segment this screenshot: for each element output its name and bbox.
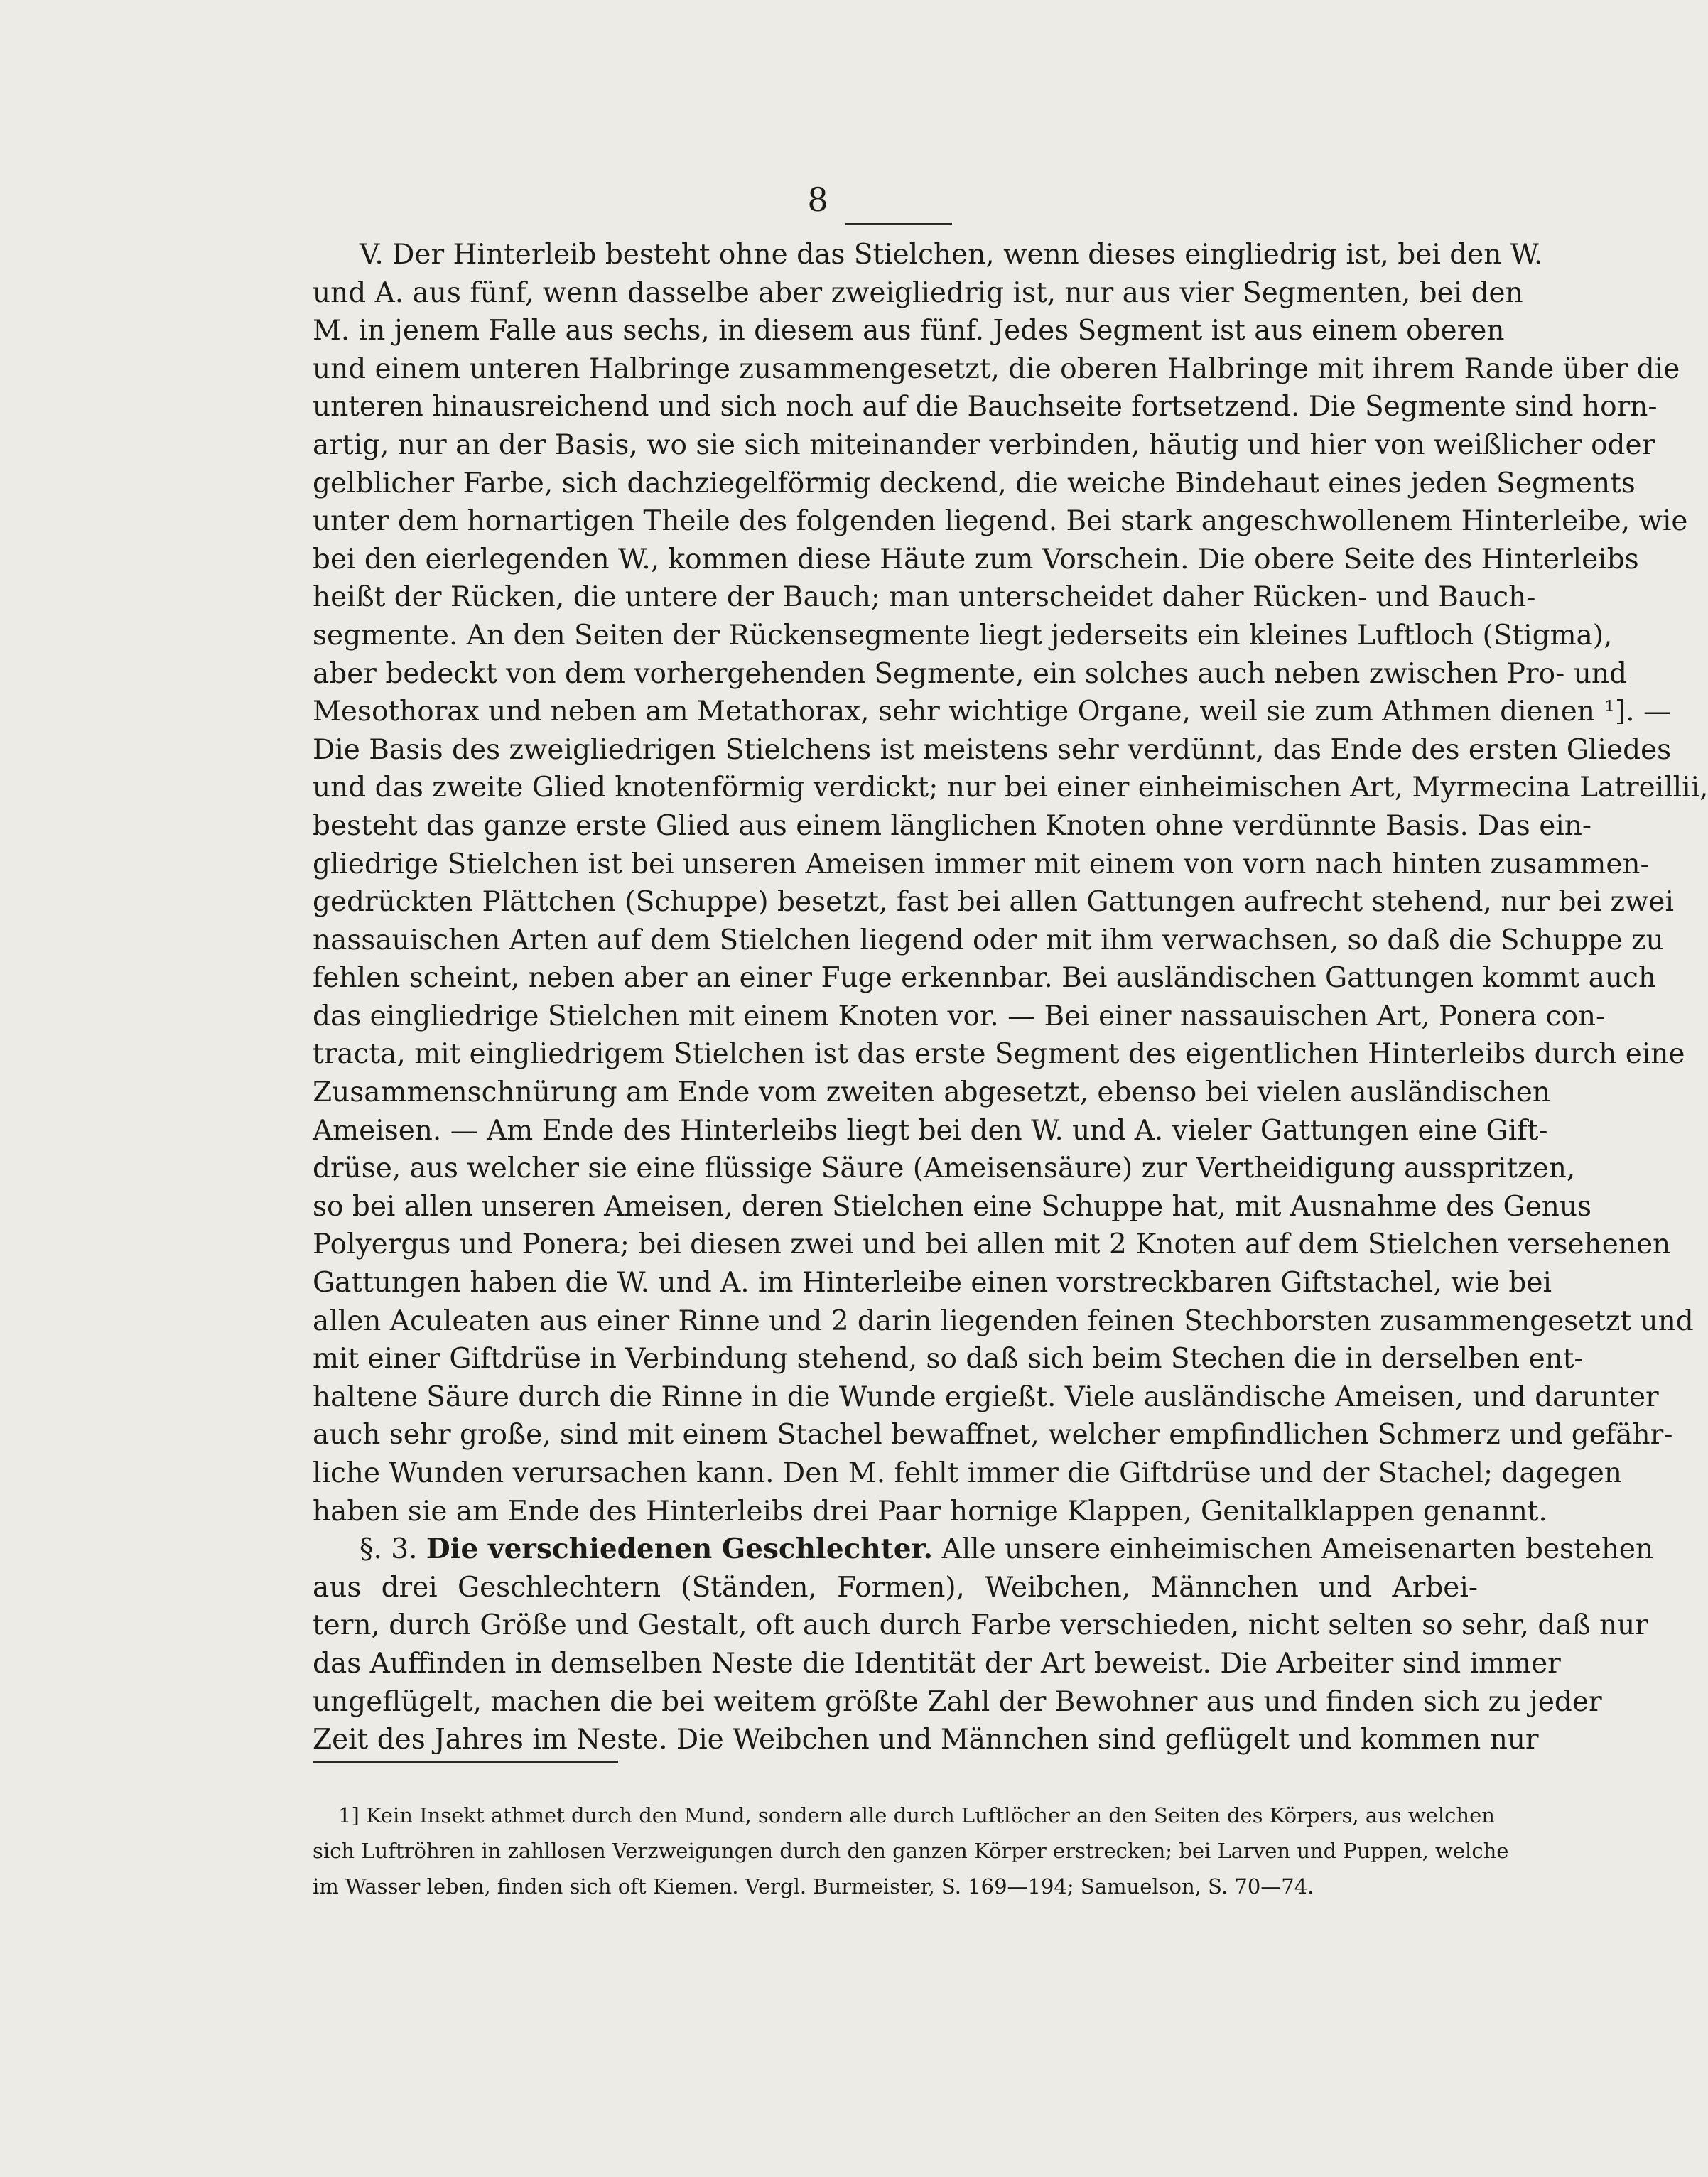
text-line: haben sie am Ende des Hinterleibs drei Paar hornige Klappen, Genitalklappen genannt. [313,1495,1547,1528]
header-rule [845,223,952,225]
text-line: aus drei Geschlechtern (Ständen, Formen), Weibchen, Männchen und Arbei- [313,1571,1478,1604]
text-line: Mesothorax und neben am Metathorax, sehr wichtige Organe, weil sie zum Athmen dienen ¹]. — [313,696,1671,728]
text-line: Die Basis des zweigliedrigen Stielchens ist meistens sehr verdünnt, das Ende des ersten Gliedes [313,733,1672,766]
text-line: und das zweite Glied knotenförmig verdickt; nur bei einer einheimischen Art, Myrmecina Latreillii, [313,772,1708,804]
text-line: fehlen scheint, neben aber an einer Fuge erkennbar. Bei ausländischen Gattungen kommt auch [313,962,1656,995]
body-text [313,236,1708,1759]
section-heading: Die verschiedenen Geschlechter. [426,1533,934,1566]
section-number: §. 3. [360,1533,418,1566]
text-line: Zeit des Jahres im Neste. Die Weibchen und Männchen sind geflügelt und kommen nur [313,1724,1539,1756]
text-line: Gattungen haben die W. und A. im Hinterleibe einen vorstreckbaren Giftstachel, wie bei [313,1267,1552,1300]
text-line: haltene Säure durch die Rinne in die Wunde ergießt. Viele ausländische Ameisen, und darunter [313,1381,1659,1413]
text-line: und einem unteren Halbringe zusammengesetzt, die oberen Halbringe mit ihrem Rande über die [313,352,1680,385]
text-line: V. Der Hinterleib besteht ohne das Stielchen, wenn dieses eingliedrig ist, bei den W. [360,239,1543,271]
text-line: das Auffinden in demselben Neste die Identität der Art beweist. Die Arbeiter sind immer [313,1647,1561,1680]
text-line: tracta, mit eingliedrigem Stielchen ist das erste Segment des eigentlichen Hinterleibs durch eine [313,1038,1685,1071]
footnotes [313,1798,1509,1904]
footnote-line: 1] Kein Insekt athmet durch den Mund, sondern alle durch Luftlöcher an den Seiten des Körpers, aus welchen [338,1803,1495,1827]
text-line: auch sehr große, sind mit einem Stachel bewaffnet, welcher empfindlichen Schmerz und gefähr- [313,1419,1673,1452]
text-line: allen Aculeaten aus einer Rinne und 2 darin liegenden feinen Stechborsten zusammengesetzt und [313,1304,1694,1337]
text-line: liche Wunden verursachen kann. Den M. fehlt immer die Giftdrüse und der Stachel; dagegen [313,1457,1622,1489]
text-line: Ameisen. — Am Ende des Hinterleibs liegt bei den W. und A. vieler Gattungen eine Gift- [313,1114,1548,1147]
text-line: besteht das ganze erste Glied aus einem länglichen Knoten ohne verdünnte Basis. Das ein- [313,809,1592,842]
text-line: Polyergus und Ponera; bei diesen zwei und bei allen mit 2 Knoten auf dem Stielchen versehenen [313,1228,1671,1261]
text-line: tern, durch Größe und Gestalt, oft auch durch Farbe verschieden, nicht selten so sehr, daß nur [313,1609,1648,1642]
section-first-line-text: Alle unsere einheimischen Ameisenarten bestehen [941,1533,1654,1566]
text-line: unteren hinausreichend und sich noch auf die Bauchseite fortsetzend. Die Segmente sind horn- [313,391,1658,423]
text-line: mit einer Giftdrüse in Verbindung stehend, so daß sich beim Stechen die in derselben ent- [313,1343,1584,1376]
text-line: gedrückten Plättchen (Schuppe) besetzt, fast bei allen Gattungen aufrecht stehend, nur bei zwei [313,886,1674,919]
section-heading-line [313,1530,1654,1569]
text-line: M. in jenem Falle aus sechs, in diesem aus fünf. Jedes Segment ist aus einem oberen [313,315,1505,347]
text-line: so bei allen unseren Ameisen, deren Stielchen eine Schuppe hat, mit Ausnahme des Genus [313,1190,1592,1223]
text-line: heißt der Rücken, die untere der Bauch; man unterscheidet daher Rücken- und Bauch- [313,581,1536,614]
text-line: ungeflügelt, machen die bei weitem größte Zahl der Bewohner aus und finden sich zu jeder [313,1685,1602,1718]
text-line: gelblicher Farbe, sich dachziegelförmig deckend, die weiche Bindehaut eines jeden Segments [313,467,1636,499]
footnote-line: im Wasser leben, finden sich oft Kiemen. Vergl. Burmeister, S. 169—194; Samuelson, S. 70—74. [313,1874,1314,1898]
page-number: 8 [807,180,830,219]
text-line: aber bedeckt von dem vorhergehenden Segmente, ein solches auch neben zwischen Pro- und [313,657,1627,690]
text-line: und A. aus fünf, wenn dasselbe aber zweigliedrig ist, nur aus vier Segmenten, bei den [313,276,1523,309]
text-line: nassauischen Arten auf dem Stielchen liegend oder mit ihm verwachsen, so daß die Schuppe zu [313,924,1664,956]
text-line: das eingliedrige Stielchen mit einem Knoten vor. — Bei einer nassauischen Art, Ponera con- [313,1000,1606,1032]
text-line: artig, nur an der Basis, wo sie sich miteinander verbinden, häutig und hier von weißlicher oder [313,428,1655,461]
text-line: gliedrige Stielchen ist bei unseren Ameisen immer mit einem von vorn nach hinten zusammen- [313,848,1650,880]
text-line: bei den eierlegenden W., kommen diese Häute zum Vorschein. Die obere Seite des Hinterleibs [313,543,1639,576]
text-line: Zusammenschnürung am Ende vom zweiten abgesetzt, ebenso bei vielen ausländischen [313,1076,1550,1109]
text-line: drüse, aus welcher sie eine flüssige Säure (Ameisensäure) zur Vertheidigung ausspritzen, [313,1152,1576,1185]
text-line: unter dem hornartigen Theile des folgenden liegend. Bei stark angeschwollenem Hinterleibe, wie [313,505,1688,538]
text-line: segmente. An den Seiten der Rückensegmente liegt jederseits ein kleines Luftloch (Stigma), [313,619,1613,652]
footnote-line: sich Luftröhren in zahllosen Verzweigungen durch den ganzen Körper erstrecken; bei Larven und Puppen, welche [313,1839,1509,1863]
footnote-rule [313,1761,618,1763]
